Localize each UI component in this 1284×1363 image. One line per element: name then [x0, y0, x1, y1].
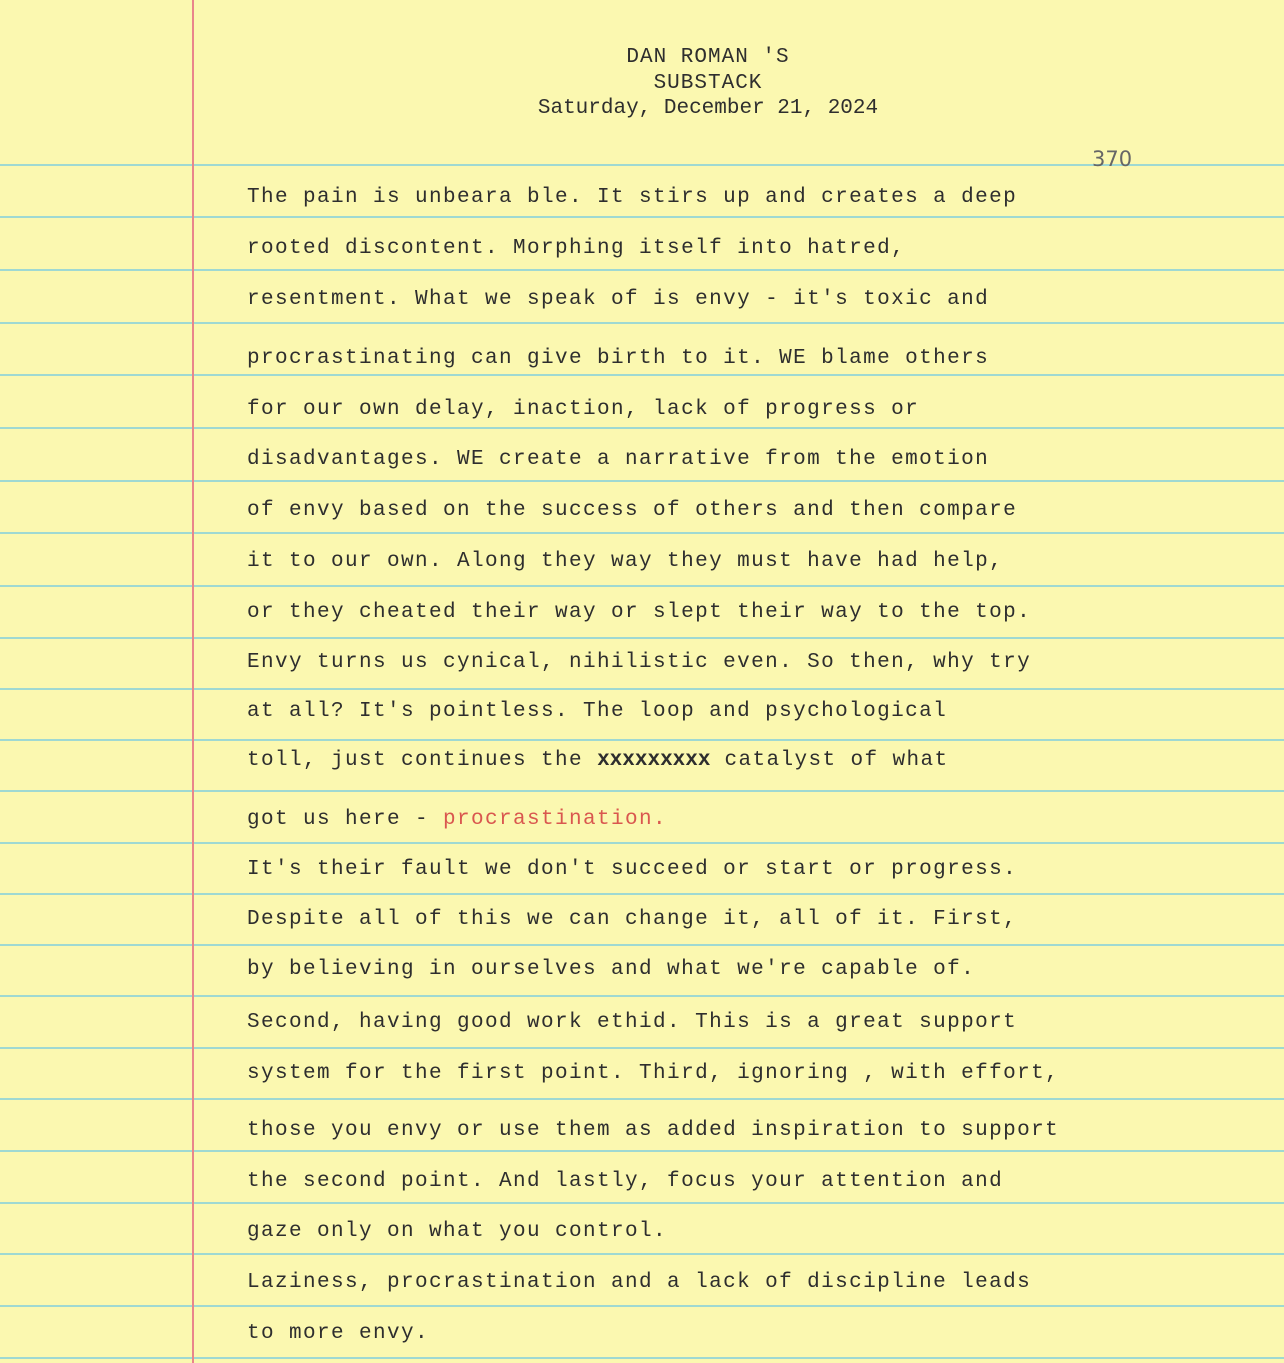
struck-text: xxxxxxxxx [597, 749, 711, 772]
text-line: those you envy or use them as added inspiration to support [247, 1119, 1060, 1142]
text-line [247, 748, 949, 774]
text-line: Envy turns us cynical, nihilistic even. So then, why try [247, 651, 1032, 674]
text-line [247, 807, 667, 833]
text-line: gaze only on what you control. [247, 1220, 668, 1243]
text-line: to more envy. [247, 1322, 430, 1345]
text-line: Second, having good work ethid. This is a great support [247, 1011, 1018, 1034]
date-heading: Saturday, December 21, 2024 [537, 97, 879, 120]
margin-line [192, 0, 194, 1363]
text-line: procrastinating can give birth to it. WE blame others [247, 347, 990, 370]
text-segment: catalyst of what [710, 749, 949, 772]
text-line: Despite all of this we can change it, all of it. First, [247, 908, 1018, 931]
text-line: for our own delay, inaction, lack of progress or [247, 398, 920, 421]
text-segment: toll, just continues the [247, 749, 598, 772]
text-line: resentment. What we speak of is envy - it's toxic and [247, 288, 990, 311]
text-line: disadvantages. WE create a narrative from the emotion [247, 448, 990, 471]
text-line: of envy based on the success of others and then compare [247, 499, 1018, 522]
text-line: rooted discontent. Morphing itself into hatred, [247, 237, 906, 260]
publication-heading: SUBSTACK [653, 72, 763, 95]
text-line: or they cheated their way or slept their way to the top. [247, 601, 1032, 624]
text-line: It's their fault we don't succeed or start or progress. [247, 858, 1018, 881]
text-line: The pain is unbeara ble. It stirs up and creates a deep [247, 186, 1018, 209]
text-line: system for the first point. Third, ignoring , with effort, [247, 1062, 1060, 1085]
text-line: it to our own. Along they way they must have had help, [247, 550, 1004, 573]
text-line: the second point. And lastly, focus your attention and [247, 1170, 1004, 1193]
text-segment: got us here - [247, 808, 444, 831]
text-line: by believing in ourselves and what we're capable of. [247, 958, 976, 981]
red-highlight-text: procrastination. [443, 808, 668, 831]
text-line: at all? It's pointless. The loop and psychological [247, 700, 948, 723]
text-line: Laziness, procrastination and a lack of discipline leads [247, 1271, 1032, 1294]
author-heading: DAN ROMAN 'S [626, 46, 790, 69]
page-number: 370 [1092, 147, 1133, 171]
